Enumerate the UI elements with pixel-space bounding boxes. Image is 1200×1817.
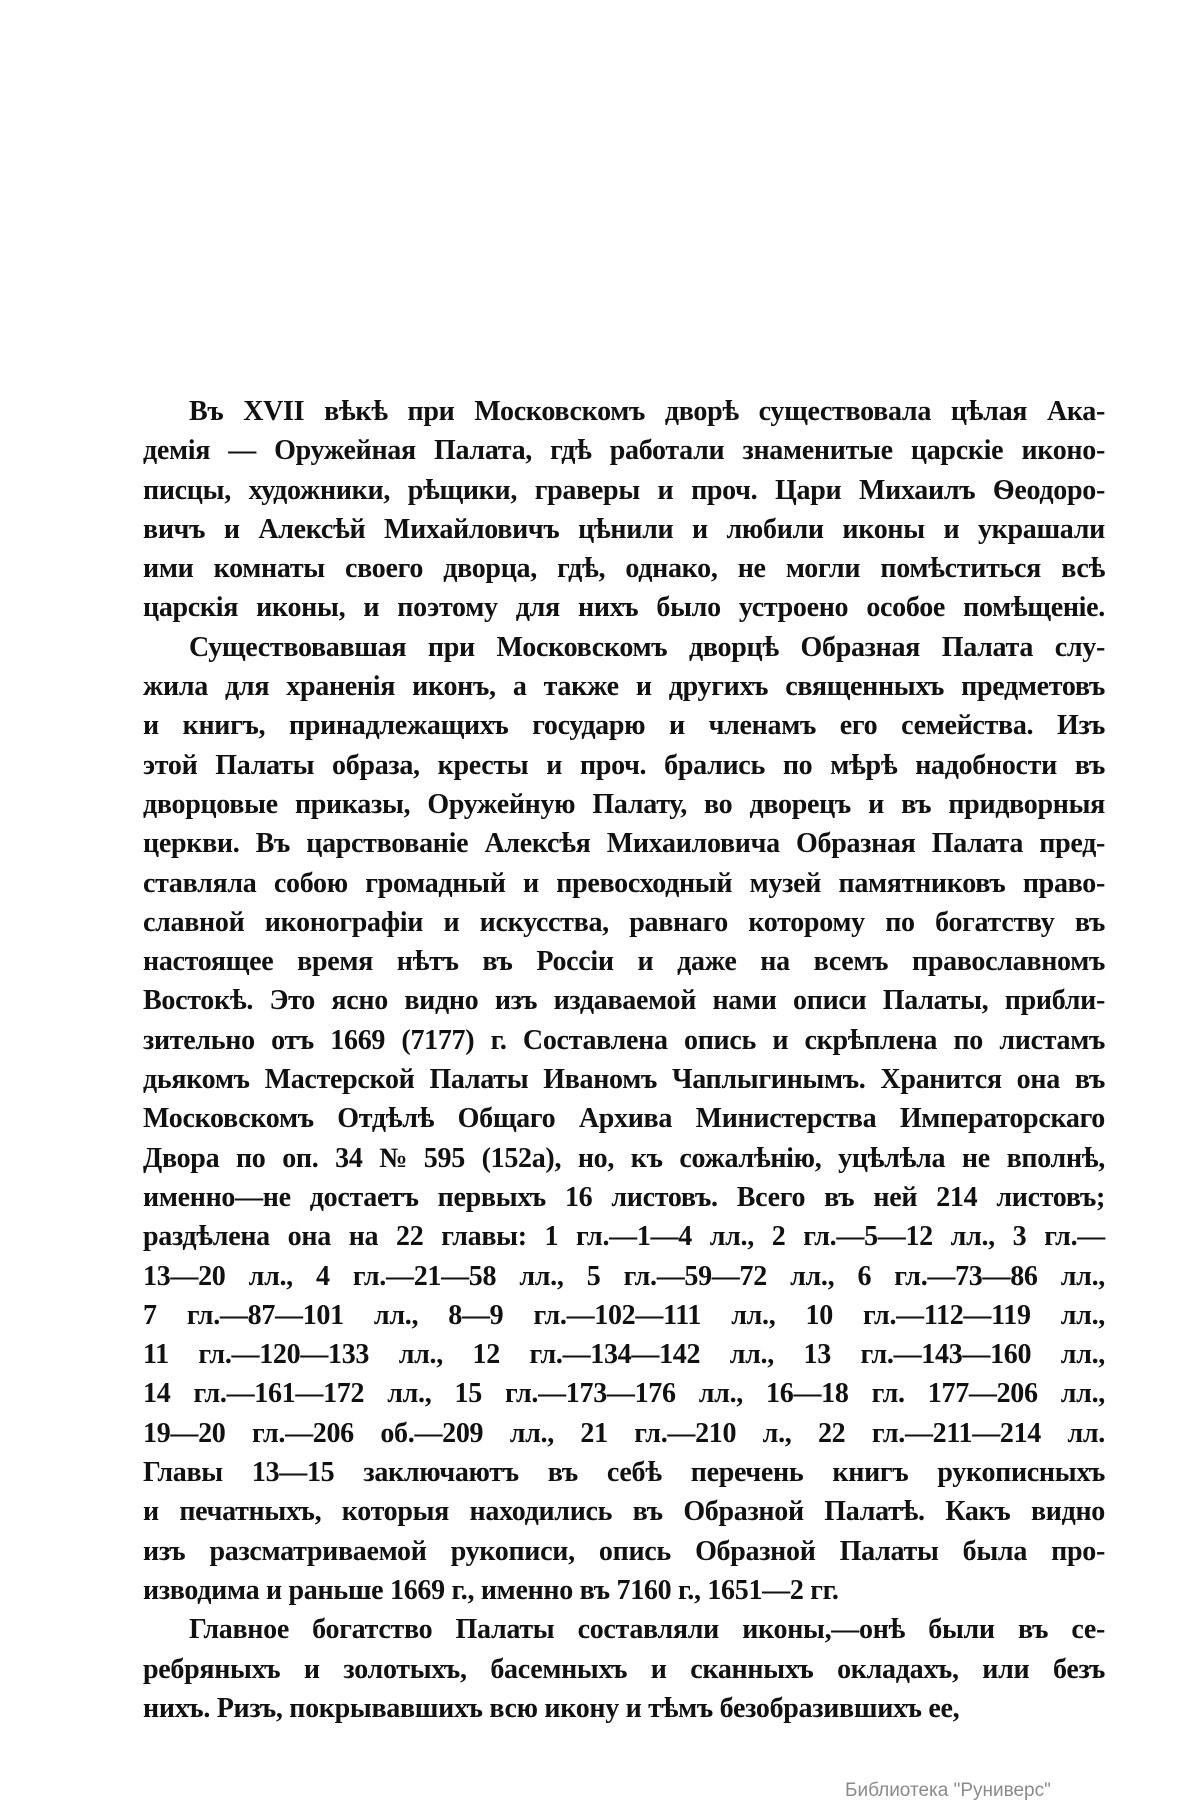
text-line (143, 1296, 1105, 1335)
text-line (143, 746, 1105, 785)
text-line (143, 981, 1105, 1020)
text-line-content: именно—не достаетъ первыхъ 16 листовъ. Всего въ ней 214 листовъ; (143, 1181, 1105, 1213)
text-line (143, 1139, 1105, 1178)
text-line (143, 1021, 1105, 1060)
text-line-content: вичъ и Алексѣй Михайловичъ цѣнили и любили иконы и украшали (143, 513, 1105, 545)
text-line-content: церкви. Въ царствованіе Алексѣя Михаиловича Образная Палата пред- (143, 828, 1105, 860)
text-line (143, 667, 1105, 706)
text-line-content: Востокѣ. Это ясно видно изъ издаваемой нами описи Палаты, прибли- (143, 985, 1105, 1017)
text-line (143, 510, 1105, 549)
text-line-content: зительно отъ 1669 (7177) г. Составлена опись и скрѣплена по листамъ (143, 1024, 1105, 1056)
text-line-content: царскія иконы, и поэтому для нихъ было устроено особое помѣщеніе. (143, 592, 1105, 624)
library-watermark: Библиотека "Руниверс" (845, 1780, 1051, 1801)
text-line (143, 1492, 1105, 1531)
text-line (143, 1650, 1105, 1689)
text-line-content: Существовавшая при Московскомъ дворцѣ Образная Палата слу- (189, 631, 1105, 663)
text-line-content: изводима и раньше 1669 г., именно въ 7160 г., 1651—2 гг. (143, 1574, 839, 1606)
text-line-content: 19—20 гл.—206 об.—209 лл., 21 гл.—210 л., 22 гл.—211—214 лл. (143, 1417, 1105, 1449)
text-line (143, 1414, 1105, 1453)
text-line-content: жила для храненія иконъ, а также и другихъ священныхъ предметовъ (143, 671, 1105, 703)
text-line (143, 1099, 1105, 1138)
text-line-content: и печатныхъ, которыя находились въ Образной Палатѣ. Какъ видно (143, 1496, 1105, 1528)
text-line-content: нихъ. Ризъ, покрывавшихъ всю икону и тѣмъ безобразившихъ ее, (143, 1692, 960, 1724)
text-line (143, 471, 1105, 510)
text-line-content: демія — Оружейная Палата, гдѣ работали знаменитые царскіе иконо- (143, 435, 1105, 467)
text-line-content: ребряныхъ и золотыхъ, басемныхъ и сканныхъ окладахъ, или безъ (143, 1653, 1105, 1685)
text-line-content: настоящее время нѣтъ въ Россіи и даже на всемъ православномъ (143, 946, 1105, 978)
text-line (143, 431, 1105, 470)
text-line-content: Московскомъ Отдѣлѣ Общаго Архива Министерства Императорскаго (143, 1103, 1105, 1135)
text-line (143, 588, 1105, 627)
text-line-content: ими комнаты своего дворца, гдѣ, однако, не могли помѣститься всѣ (143, 553, 1105, 585)
text-line-content: Главное богатство Палаты составляли иконы,—онѣ были въ се- (189, 1614, 1105, 1646)
text-line (143, 1453, 1105, 1492)
text-line (143, 942, 1105, 981)
text-line (143, 1257, 1105, 1296)
text-line-content: Въ XVII вѣкѣ при Московскомъ дворѣ существовала цѣлая Ака- (189, 396, 1105, 427)
page-text (143, 392, 1105, 1728)
text-line-content: Главы 13—15 заключаютъ въ себѣ перечень книгъ рукописныхъ (143, 1457, 1105, 1489)
text-line (143, 628, 1105, 667)
text-line (143, 1571, 1105, 1610)
text-line-content: писцы, художники, рѣщики, граверы и проч. Цари Михаилъ Ѳеодоро- (143, 474, 1105, 506)
text-line (143, 1335, 1105, 1374)
text-line (143, 1532, 1105, 1571)
text-line-content: 14 гл.—161—172 лл., 15 гл.—173—176 лл., 16—18 гл. 177—206 лл., (143, 1378, 1105, 1410)
text-line (143, 1374, 1105, 1413)
text-line-content: этой Палаты образа, кресты и проч. брались по мѣрѣ надобности въ (143, 749, 1105, 781)
text-line (143, 785, 1105, 824)
text-line-content: славной иконографіи и искусства, равнаго которому по богатству въ (143, 906, 1105, 938)
text-line-content: 7 гл.—87—101 лл., 8—9 гл.—102—111 лл., 10 гл.—112—119 лл., (143, 1299, 1105, 1331)
text-line (143, 824, 1105, 863)
text-line-content: изъ разсматриваемой рукописи, опись Образной Палаты была про- (143, 1535, 1105, 1567)
text-line-content: ставляла собою громадный и превосходный музей памятниковъ право- (143, 867, 1105, 899)
text-line-content: дьякомъ Мастерской Палаты Иваномъ Чаплыгинымъ. Хранится она въ (143, 1064, 1105, 1096)
text-line-content: 11 гл.—120—133 лл., 12 гл.—134—142 лл., 13 гл.—143—160 лл., (143, 1339, 1105, 1371)
text-line (143, 1689, 1105, 1728)
text-line-content: Двора по оп. 34 № 595 (152а), но, къ сожалѣнію, уцѣлѣла не вполнѣ, (143, 1142, 1105, 1174)
text-line (143, 1610, 1105, 1649)
text-line (143, 864, 1105, 903)
text-line-content: раздѣлена она на 22 главы: 1 гл.—1—4 лл., 2 гл.—5—12 лл., 3 гл.— (143, 1221, 1105, 1253)
text-line (143, 1217, 1105, 1256)
text-line-content: и книгъ, принадлежащихъ государю и членамъ его семейства. Изъ (143, 710, 1105, 742)
text-line (143, 549, 1105, 588)
text-line (143, 706, 1105, 745)
text-line (143, 392, 1105, 431)
text-line-content: 13—20 лл., 4 гл.—21—58 лл., 5 гл.—59—72 лл., 6 гл.—73—86 лл., (143, 1260, 1105, 1292)
text-line (143, 1060, 1105, 1099)
text-line-content: дворцовые приказы, Оружейную Палату, во дворецъ и въ придворныя (143, 788, 1105, 820)
text-line (143, 903, 1105, 942)
text-line (143, 1178, 1105, 1217)
